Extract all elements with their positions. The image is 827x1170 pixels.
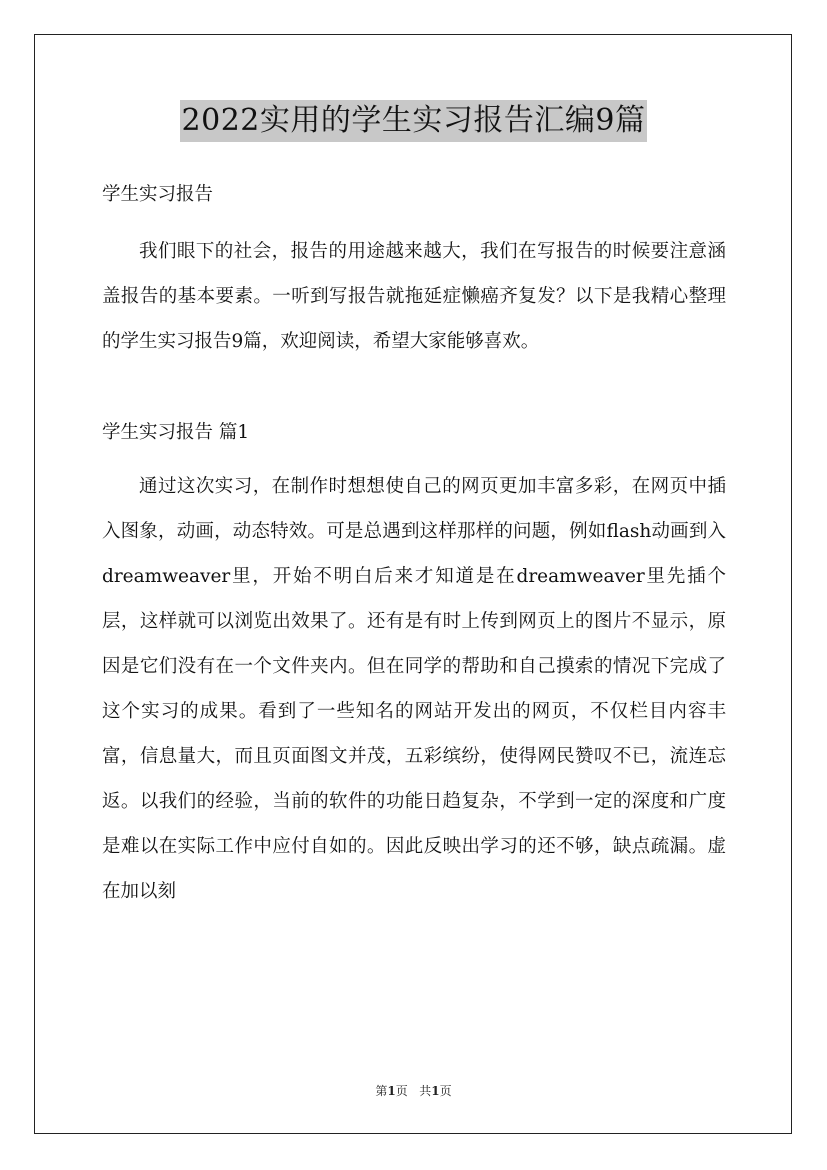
document-body <box>102 172 726 914</box>
intro-paragraph: 我们眼下的社会，报告的用途越来越大，我们在写报告的时候要注意涵盖报告的基本要素。一听到写报告就拖延症懒癌齐复发？以下是我精心整理的学生实习报告9篇，欢迎阅读，希望大家能够喜欢。 <box>102 241 726 352</box>
spacer <box>102 217 726 229</box>
page-label-suffix: 页 <box>395 1084 408 1098</box>
intro-heading: 学生实习报告 <box>102 184 214 205</box>
section-paragraph: 通过这次实习，在制作时想想使自己的网页更加丰富多彩，在网页中插入图象，动画，动态特效。可是总遇到这样那样的问题，例如flash动画到入dreamweaver里，开始不明白后来才知道是在dreamweaver里先插个层，这样就可以浏览出效果了。还有是有时上传到网页上的图片不显示，原因是它们没有在一个文件夹内。但在同学的帮助和自己摸索的情况下完成了这个实习的成果。看到了一些知名的网站开发出的网页，不仅栏目内容丰富，信息量大，而且页面图文并茂，五彩缤纷，使得网民赞叹不已，流连忘返。以我们的经验，当前的软件的功能日趋复杂，不学到一定的深度和广度是难以在实际工作中应付自如的。因此反映出学习的还不够，缺点疏漏。虚在加以刻 <box>102 476 726 902</box>
page-footer <box>0 1082 827 1099</box>
total-label-suffix: 页 <box>439 1084 452 1098</box>
document-title: 2022实用的学生实习报告汇编9篇 <box>180 100 648 142</box>
spacer <box>102 455 726 464</box>
title-container <box>0 100 827 142</box>
page-number: 1 <box>387 1084 396 1098</box>
total-pages: 1 <box>431 1084 440 1098</box>
page-label-prefix: 第 <box>375 1084 388 1098</box>
spacer <box>102 364 726 410</box>
total-label-prefix: 共 <box>419 1084 432 1098</box>
section-heading: 学生实习报告 篇1 <box>102 422 250 443</box>
